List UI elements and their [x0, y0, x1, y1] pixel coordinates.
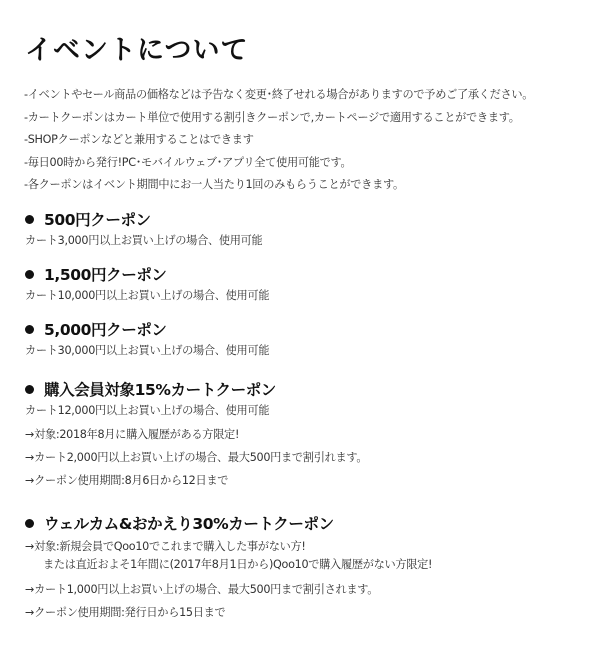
bullet-icon [25, 519, 34, 528]
coupon-target [25, 538, 585, 574]
coupon-target-line: →対象:新規会員でQoo10でこれまで購入した事がない方! [25, 540, 306, 553]
coupon-member-15 [25, 377, 585, 492]
coupon-1500 [25, 262, 585, 306]
coupon-detail: →クーポン使用期間:8月6日から12日まで [25, 474, 229, 487]
note-item: -イベントやセール商品の価格などは予告なく変更･終了せれる場合がありますので予めご了承ください。 [24, 88, 534, 101]
bullet-icon [25, 270, 34, 279]
note-item: -カートクーポンはカート単位で使用する割引きクーポンで,カートページで適用することができます。 [24, 110, 520, 124]
notes-list [24, 84, 533, 197]
coupon-condition: カート3,000円以上お買い上げの場合、使用可能 [25, 234, 263, 247]
note-item: -各クーポンはイベント期間中にお一人当たり1回のみもらうことができます。 [24, 178, 404, 191]
coupon-title: 5,000円クーポン [44, 321, 167, 339]
coupon-title: 500円クーポン [44, 211, 151, 229]
coupon-detail: →対象:2018年8月に購入履歴がある方限定! [25, 428, 240, 441]
bullet-icon [25, 385, 34, 394]
coupon-title: ウェルカム&おかえり30%カートクーポン [44, 515, 334, 533]
note-item: -SHOPクーポンなどと兼用することはできます [24, 133, 254, 146]
coupon-condition: カート12,000円以上お買い上げの場合、使用可能 [25, 404, 270, 417]
coupon-detail: →クーポン使用期間:発行日から15日まで [25, 606, 226, 619]
bullet-icon [25, 325, 34, 334]
note-item: -毎日00時から発行!PC･モバイルウェブ･アプリ全て使用可能です。 [24, 155, 352, 169]
coupon-detail: →カート1,000円以上お買い上げの場合、最大500円まで割引されます。 [25, 583, 379, 596]
coupon-title: 1,500円クーポン [44, 266, 167, 284]
coupon-detail: →カート2,000円以上お買い上げの場合、最大500円まで割引れます。 [25, 451, 368, 464]
coupon-500 [25, 207, 585, 251]
page-title: イベントについて [25, 35, 249, 66]
coupon-condition: カート10,000円以上お買い上げの場合、使用可能 [25, 289, 270, 302]
coupon-welcome-30 [25, 511, 585, 624]
coupon-5000 [25, 317, 585, 361]
coupon-title: 購入会員対象15%カートクーポン [44, 381, 276, 399]
bullet-icon [25, 215, 34, 224]
coupon-condition: カート30,000円以上お買い上げの場合、使用可能 [25, 344, 270, 357]
coupon-target-line: または直近およそ1年間に(2017年8月1日から)Qoo10で購入履歴がない方限定! [43, 558, 433, 571]
